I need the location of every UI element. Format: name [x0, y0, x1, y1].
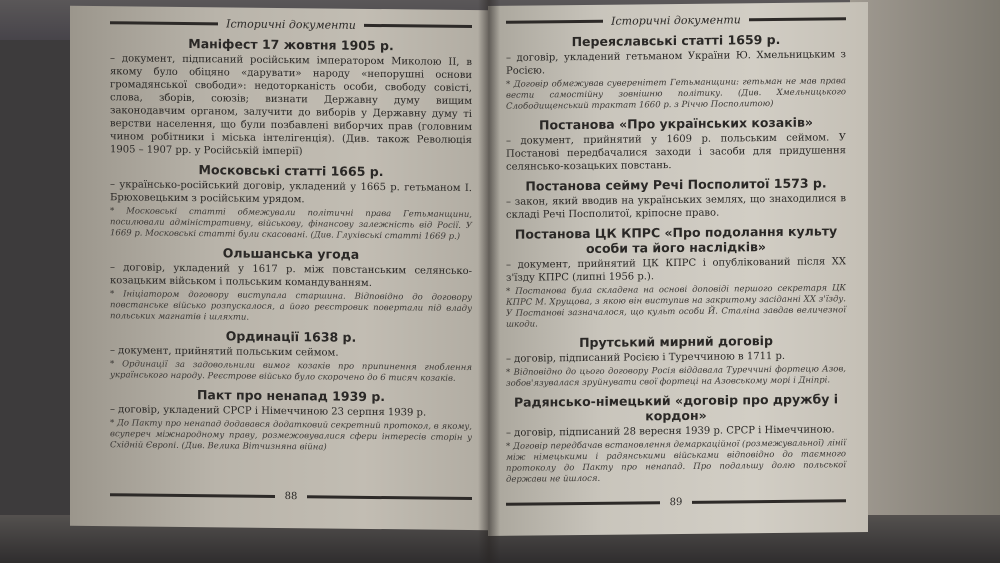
entry-definition: – документ, прийнятий ЦК КПРС і опублікований після XX з'їзду КПРС (липні 1956 р.). — [506, 256, 846, 284]
entry-definition: – договір, укладений у 1617 р. між повстанським селянсько-козацьким військом і польським командуванням. — [110, 262, 472, 289]
entry — [110, 35, 472, 160]
left-running-head-label: Історичні документи — [226, 17, 356, 32]
entry — [110, 327, 472, 385]
left-page-number: 88 — [284, 491, 298, 503]
entry-definition: – договір, укладений СРСР і Німеччиною 23 серпня 1939 р. — [110, 404, 427, 419]
entry-title: Московські статті 1665 р. — [198, 162, 384, 180]
entry-title: Ординації 1638 р. — [225, 328, 357, 345]
entry — [506, 332, 846, 390]
entry — [110, 244, 472, 326]
entry — [506, 223, 846, 331]
left-page — [70, 6, 490, 530]
left-head-rule-right — [364, 24, 472, 28]
entry — [506, 114, 846, 174]
entry-title: Радянсько-німецький «договір про дружбу і кордон» — [513, 391, 839, 424]
entry-title: Постанова сейму Речі Посполитої 1573 р. — [525, 175, 827, 194]
left-head-rule — [110, 21, 218, 25]
entry-note: * Московські статті обмежували політичні права Гетьманщини, посилювали адміністративну, військову, фінансову залежність від Росії. У 1669 р. Московські статті були скасовані. (Див. Глухівські статті 1669 р.) — [110, 206, 472, 242]
entry — [110, 386, 472, 455]
book-gutter-shadow — [478, 0, 500, 563]
entry-note: * Ординації за задовольнили вимог козаків про припинення гноблення українського народу. Реєстрове військо було скорочено до 6 тисяч козаків. — [110, 359, 472, 384]
entry — [506, 391, 846, 486]
entry-definition: – документ, прийнятий польським сеймом. — [110, 345, 339, 359]
entry — [506, 175, 846, 222]
entry-definition: – договір, підписаний Росією і Туреччиною в 1711 р. — [506, 350, 786, 365]
entry-note: * Постанова була складена на основі доповіді першого секретаря ЦК КПРС М. Хрущова, з якою він виступив на закритому засіданні XX з'їзду. У Постанові зазначалося, що культ особи Й. Сталіна завдав величезної шкоди. — [506, 283, 846, 330]
left-running-head — [110, 16, 472, 33]
entry-title: Ольшанська угода — [222, 245, 360, 262]
left-foot-rule-right — [307, 495, 472, 500]
backdrop-right — [850, 0, 1000, 563]
right-foot-rule-right — [692, 499, 846, 504]
entry-note: * Договір передбачав встановлення демаркаційної (розмежувальної) лінії між німецькими і радянськими військами відповідно до таємного протоколу до Пакту про ненапад. Про подальшу долю польської держави не йшлося. — [506, 438, 846, 485]
entry — [110, 161, 472, 243]
right-page — [488, 2, 868, 536]
entry-title: Маніфест 17 жовтня 1905 р. — [188, 36, 394, 54]
entry-title: Переяславські статті 1659 р. — [571, 31, 781, 50]
right-page-number: 89 — [669, 496, 683, 509]
entry-title: Прутський мирний договір — [579, 333, 773, 351]
right-foot-rule — [506, 501, 660, 506]
entry — [506, 31, 846, 113]
entry-definition: – закон, який вводив на українських землях, що знаходилися в складі Речі Посполитої, кріпосне право. — [506, 193, 846, 221]
right-head-rule — [506, 20, 603, 24]
right-head-rule-right — [749, 17, 846, 21]
left-page-footer — [110, 489, 472, 504]
left-foot-rule — [110, 493, 275, 498]
entry-definition: – українсько-російський договір, укладений у 1665 р. гетьманом І. Брюховецьким з російським урядом. — [110, 179, 472, 206]
entry-definition: – договір, укладений гетьманом України Ю. Хмельницьким з Росією. — [506, 49, 846, 77]
entry-definition: – документ, підписаний російським імператором Миколою II, в якому було обіцяно «дарувати» народу «непорушні основи громадянської свободи»: недоторканість особи, свободу совісті, слова, зборів, союзів; визнати Державну думу вищим законодавчим органом, залучити до виборів у Державну думу ті верстви населення, що були позбавлені виборчих прав (головним чином робітники і міська інтелігенція). (Див. також Революція 1905 – 1907 рр. у Російській імперії) — [110, 53, 472, 158]
right-page-footer — [506, 495, 846, 510]
right-running-head-label: Історичні документи — [611, 13, 741, 28]
entry-title: Постанова ЦК КПРС «Про подолання культу особи та його наслідків» — [514, 223, 838, 256]
entry-note: * Договір обмежував суверенітет Гетьманщини: гетьман не мав права вести самостійну зовнішню політику. (Див. Хмельницького Слободищенський трактат 1660 р. з Річчю Посполитою) — [506, 76, 846, 112]
entry-title: Постанова «Про українських козаків» — [539, 114, 813, 133]
entry-note: * Відповідно до цього договору Росія віддавала Туреччині фортецю Азов, зобов'язувалася зруйнувати свої фортеці на Азовському морі і Дніпрі. — [506, 364, 846, 389]
entry-definition: – документ, прийнятий у 1609 р. польським сеймом. У Постанові передбачалися заходи і засоби для придушення селянсько-козацьких повстань. — [506, 132, 846, 173]
right-running-head — [506, 12, 846, 29]
entry-definition: – договір, підписаний 28 вересня 1939 р. СРСР і Німеччиною. — [506, 424, 835, 439]
entry-title: Пакт про ненапад 1939 р. — [196, 387, 386, 405]
entry-note: * До Пакту про ненапад додавався додатковий секретний протокол, в якому, всупереч міжнародному праву, розмежовувалися сфери інтересів сторін у Східній Європі. (Див. Велика Вітчизняна війна) — [110, 418, 472, 453]
entry-note: * Ініціатором договору виступала старшина. Відповідно до договору повстанське військо розпускалося, а його реєстровик повертали під владу польських магнатів і шляхти. — [110, 289, 472, 323]
